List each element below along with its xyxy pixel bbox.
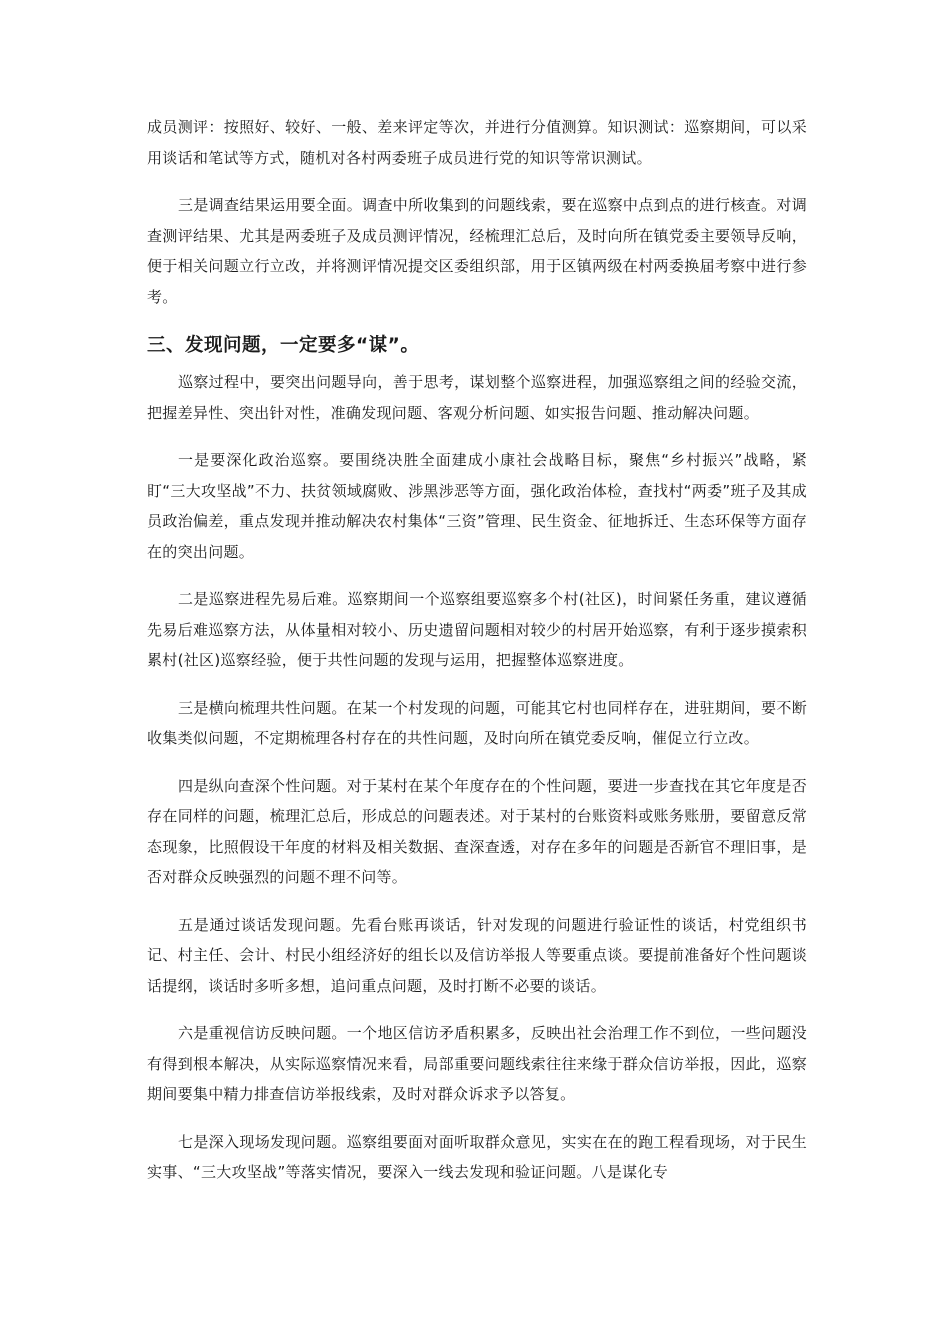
- paragraph-point-5: 五是通过谈话发现问题。先看台账再谈话，针对发现的问题进行验证性的谈话，村党组织书记、村主任、会计、村民小组经济好的组长以及信访举报人等要重点谈。要提前准备好个性问题谈话提纲，谈话时多听多想，追问重点问题，及时打断不必要的谈话。: [147, 915, 807, 995]
- paragraph-survey-results: 三是调查结果运用要全面。调查中所收集到的问题线索，要在巡察中点到点的进行核查。对调查测评结果、尤其是两委班子及成员测评情况，经梳理汇总后，及时向所在镇党委主要领导反响，便于相关问题立行立改，并将测评情况提交区委组织部，用于区镇两级在村两委换届考察中进行参考。: [147, 196, 807, 306]
- document-page: [147, 112, 807, 1205]
- paragraph-point-2: 二是巡察进程先易后难。巡察期间一个巡察组要巡察多个村(社区)，时间紧任务重，建议遵循先易后难巡察方法，从体量相对较小、历史遗留问题相对较少的村居开始巡察，有利于逐步摸索积累村(社区)巡察经验，便于共性问题的发现与运用，把握整体巡察进度。: [147, 590, 807, 669]
- paragraph-point-1: 一是要深化政治巡察。要围绕决胜全面建成小康社会战略目标，聚焦“乡村振兴”战略，紧盯“三大攻坚战”不力、扶贫领域腐败、涉黑涉恶等方面，强化政治体检，查找村“两委”班子及其成员政治偏差，重点发现并推动解决农村集体“三资”管理、民生资金、征地拆迁、生态环保等方面存在的突出问题。: [147, 451, 807, 561]
- section-heading: 三、发现问题，一定要多“谋”。: [147, 335, 420, 356]
- paragraph-point-4: 四是纵向查深个性问题。对于某村在某个年度存在的个性问题，要进一步查找在其它年度是否存在同样的问题，梳理汇总后，形成总的问题表述。对于某村的台账资料或账务账册，要留意反常态现象，比照假设干年度的材料及相关数据、查深查透，对存在多年的问题是否新官不理旧事，是否对群众反映强烈的问题不理不问等。: [147, 776, 807, 886]
- paragraph-member-evaluation: 成员测评：按照好、较好、一般、差来评定等次，并进行分值测算。知识测试：巡察期间，可以采用谈话和笔试等方式，随机对各村两委班子成员进行党的知识等常识测试。: [147, 118, 807, 167]
- paragraph-point-6: 六是重视信访反映问题。一个地区信访矛盾积累多，反映出社会治理工作不到位，一些问题没有得到根本解决，从实际巡察情况来看，局部重要问题线索往往来缘于群众信访举报，因此，巡察期间要集中精力排查信访举报线索，及时对群众诉求予以答复。: [147, 1024, 807, 1103]
- paragraph-point-3: 三是横向梳理共性问题。在某一个村发现的问题，可能其它村也同样存在，进驻期间，要不断收集类似问题，不定期梳理各村存在的共性问题，及时向所在镇党委反响，催促立行立改。: [147, 698, 807, 747]
- paragraph-point-7: 七是深入现场发现问题。巡察组要面对面听取群众意见，实实在在的跑工程看现场，对于民生实事、“三大攻坚战”等落实情况，要深入一线去发现和验证问题。八是谋化专: [147, 1132, 807, 1181]
- paragraph-intro: 巡察过程中，要突出问题导向，善于思考，谋划整个巡察进程，加强巡察组之间的经验交流，把握差异性、突出针对性，准确发现问题、客观分析问题、如实报告问题、推动解决问题。: [147, 373, 807, 422]
